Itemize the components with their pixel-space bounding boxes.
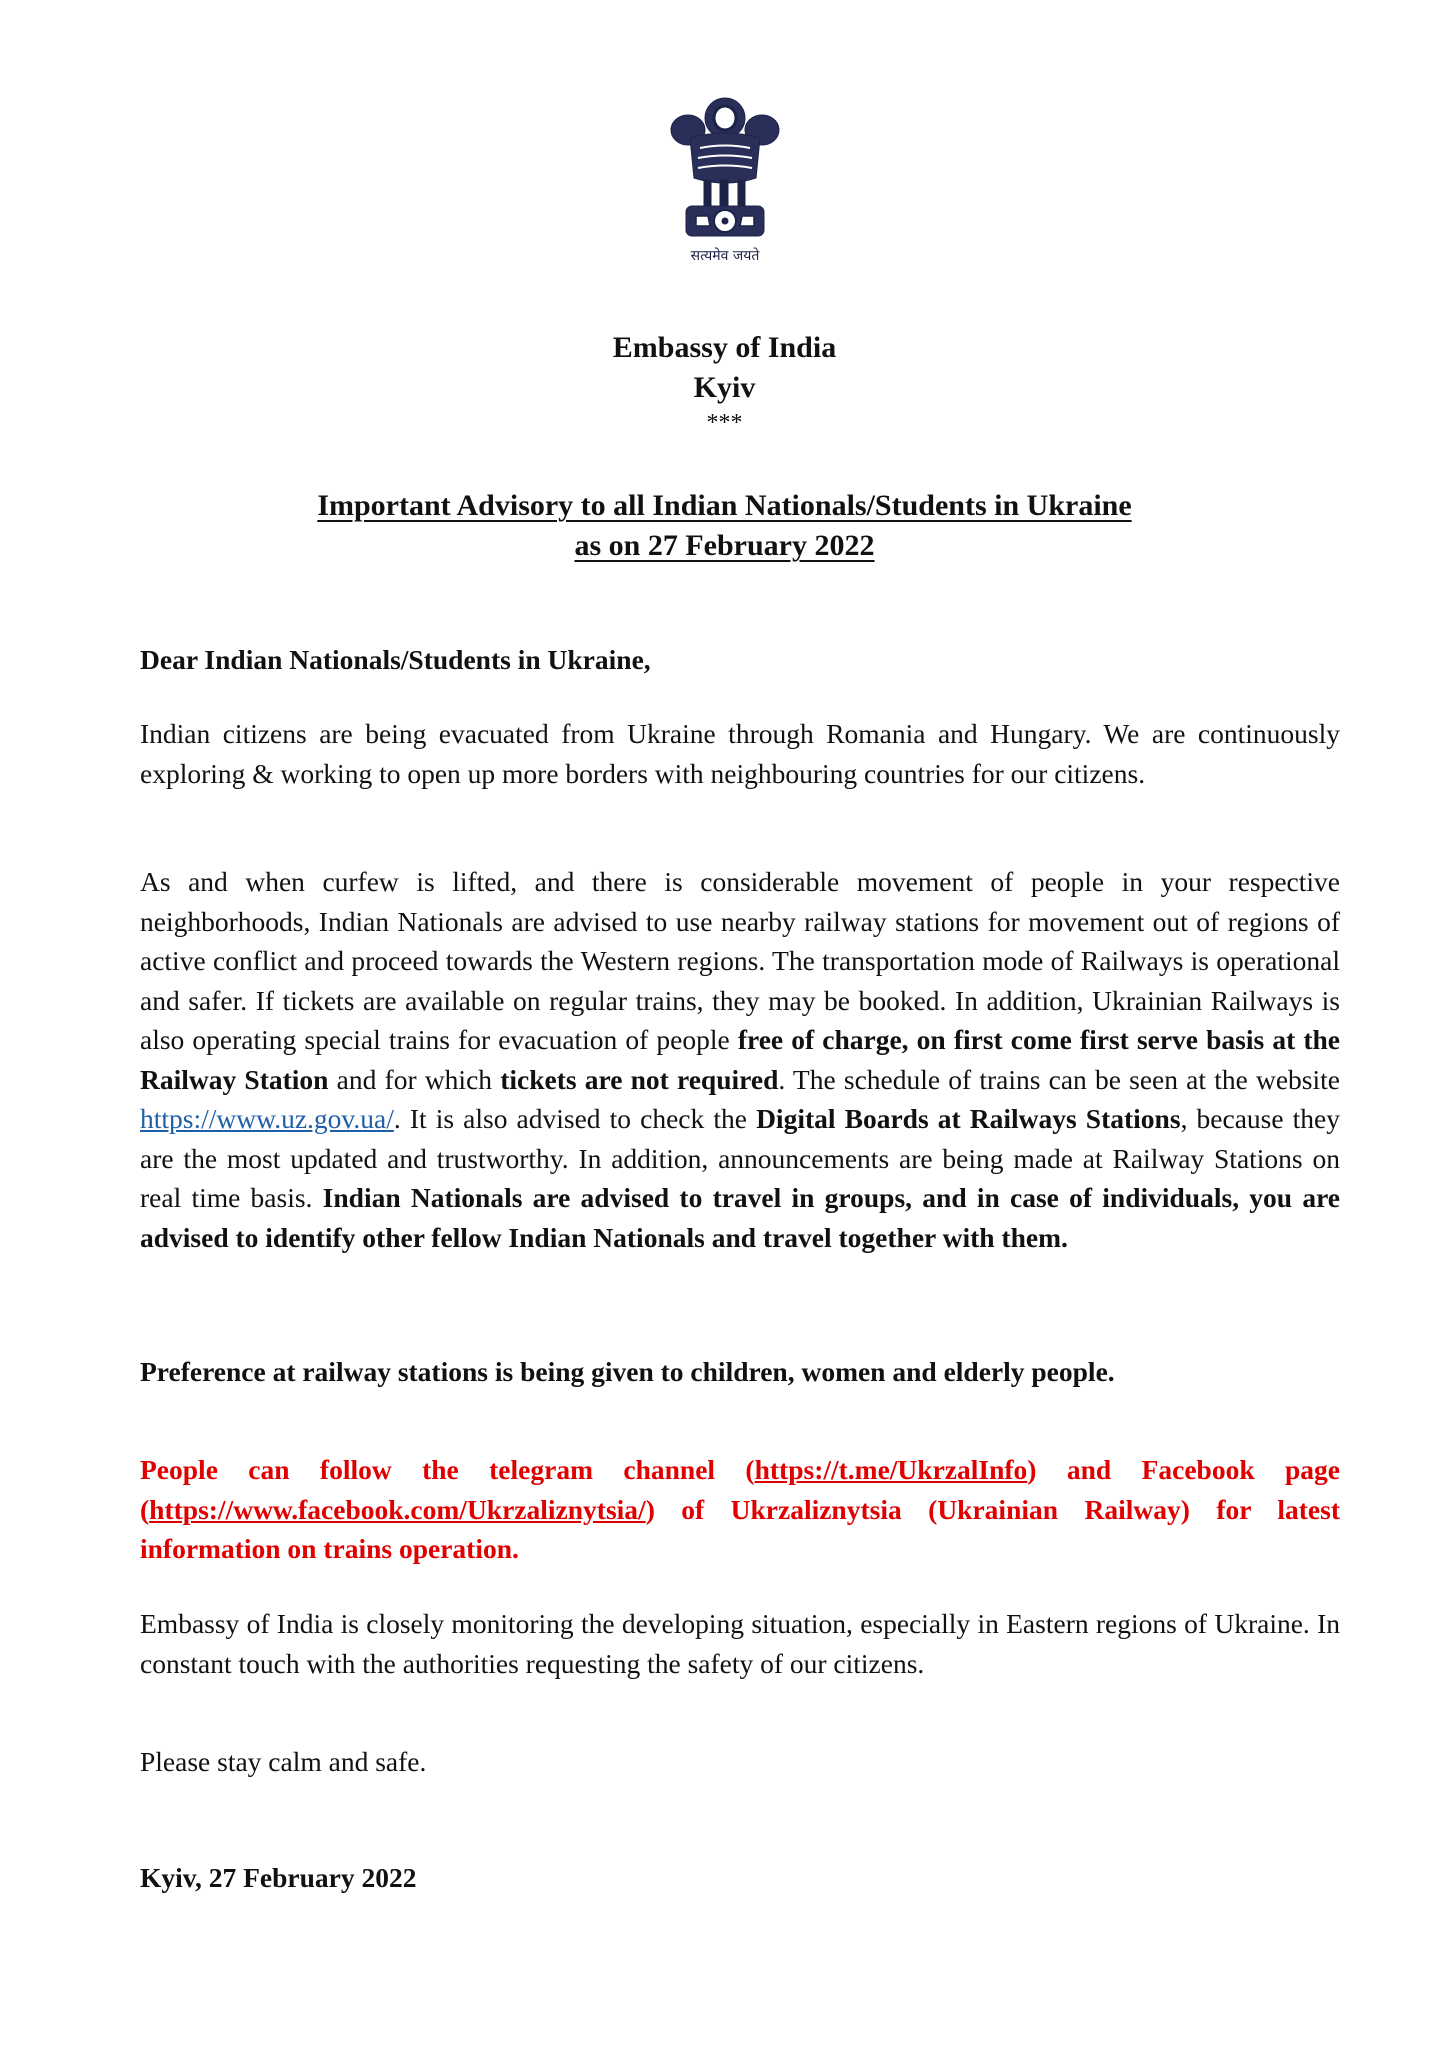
national-emblem-icon bbox=[660, 88, 790, 268]
uz-website-link[interactable]: https://www.uz.gov.ua/ bbox=[140, 1103, 394, 1134]
header-separator: *** bbox=[706, 410, 743, 436]
advisory-title: Important Advisory to all Indian Nationals/Students in Ukraine bbox=[317, 489, 1132, 522]
facebook-page-link[interactable]: https://www.facebook.com/Ukrzaliznytsia/ bbox=[149, 1493, 646, 1525]
paragraph-railway-guidance: As and when curfew is lifted, and there is considerable movement of people in your respective neighborhoods, Indian Nationals are advised to use nearby railway stations for movement out of regions of active conflict and proceed towards the Western regions. The transportation mode of Railways is operational and safer. If tickets are available on regular trains, they may be booked. In addition, Ukrainian Railways is also operating special trains for evacuation of people free of charge, on first come first serve basis at the Railway Station and for which tickets are not required. The schedule of trains can be seen at the website https://www.uz.gov.ua/. It is also advised to check the Digital Boards at Railways Stations, because they are the most updated and trustworthy. In addition, announcements are being made at Railway Stations on real time basis. Indian Nationals are advised to travel in groups, and in case of individuals, you are advised to identify other fellow Indian Nationals and travel together with them. bbox=[140, 866, 1341, 1253]
paragraph-closing: Please stay calm and safe. bbox=[140, 1746, 427, 1777]
embassy-city: Kyiv bbox=[693, 371, 756, 404]
emblem-motto: सत्यमेव जयते bbox=[690, 248, 760, 264]
advisory-date-line: as on 27 February 2022 bbox=[574, 529, 875, 562]
signoff-place-date: Kyiv, 27 February 2022 bbox=[140, 1862, 417, 1893]
telegram-channel-link[interactable]: https://t.me/UkrzalInfo bbox=[754, 1454, 1028, 1485]
paragraph-monitoring: Embassy of India is closely monitoring the developing situation, especially in Eastern regions of Ukraine. In constant touch with the authorities requesting the safety of our citizens. bbox=[140, 1608, 1340, 1679]
paragraph-evacuation-routes: Indian citizens are being evacuated from Ukraine through Romania and Hungary. We are continuously exploring & working to open up more borders with neighbouring countries for our citizens. bbox=[140, 718, 1340, 789]
salutation: Dear Indian Nationals/Students in Ukraine, bbox=[140, 644, 651, 675]
paragraph-preference: Preference at railway stations is being given to children, women and elderly people. bbox=[140, 1356, 1115, 1387]
embassy-name: Embassy of India bbox=[612, 331, 837, 364]
paragraph-social-channels: People can follow the telegram channel (https://t.me/UkrzalInfo) and Facebook page (https://www.facebook.com/Ukrzaliznytsia/) of Ukrzaliznytsia (Ukrainian Railway) for latest information on trains operation. bbox=[140, 1454, 1341, 1564]
